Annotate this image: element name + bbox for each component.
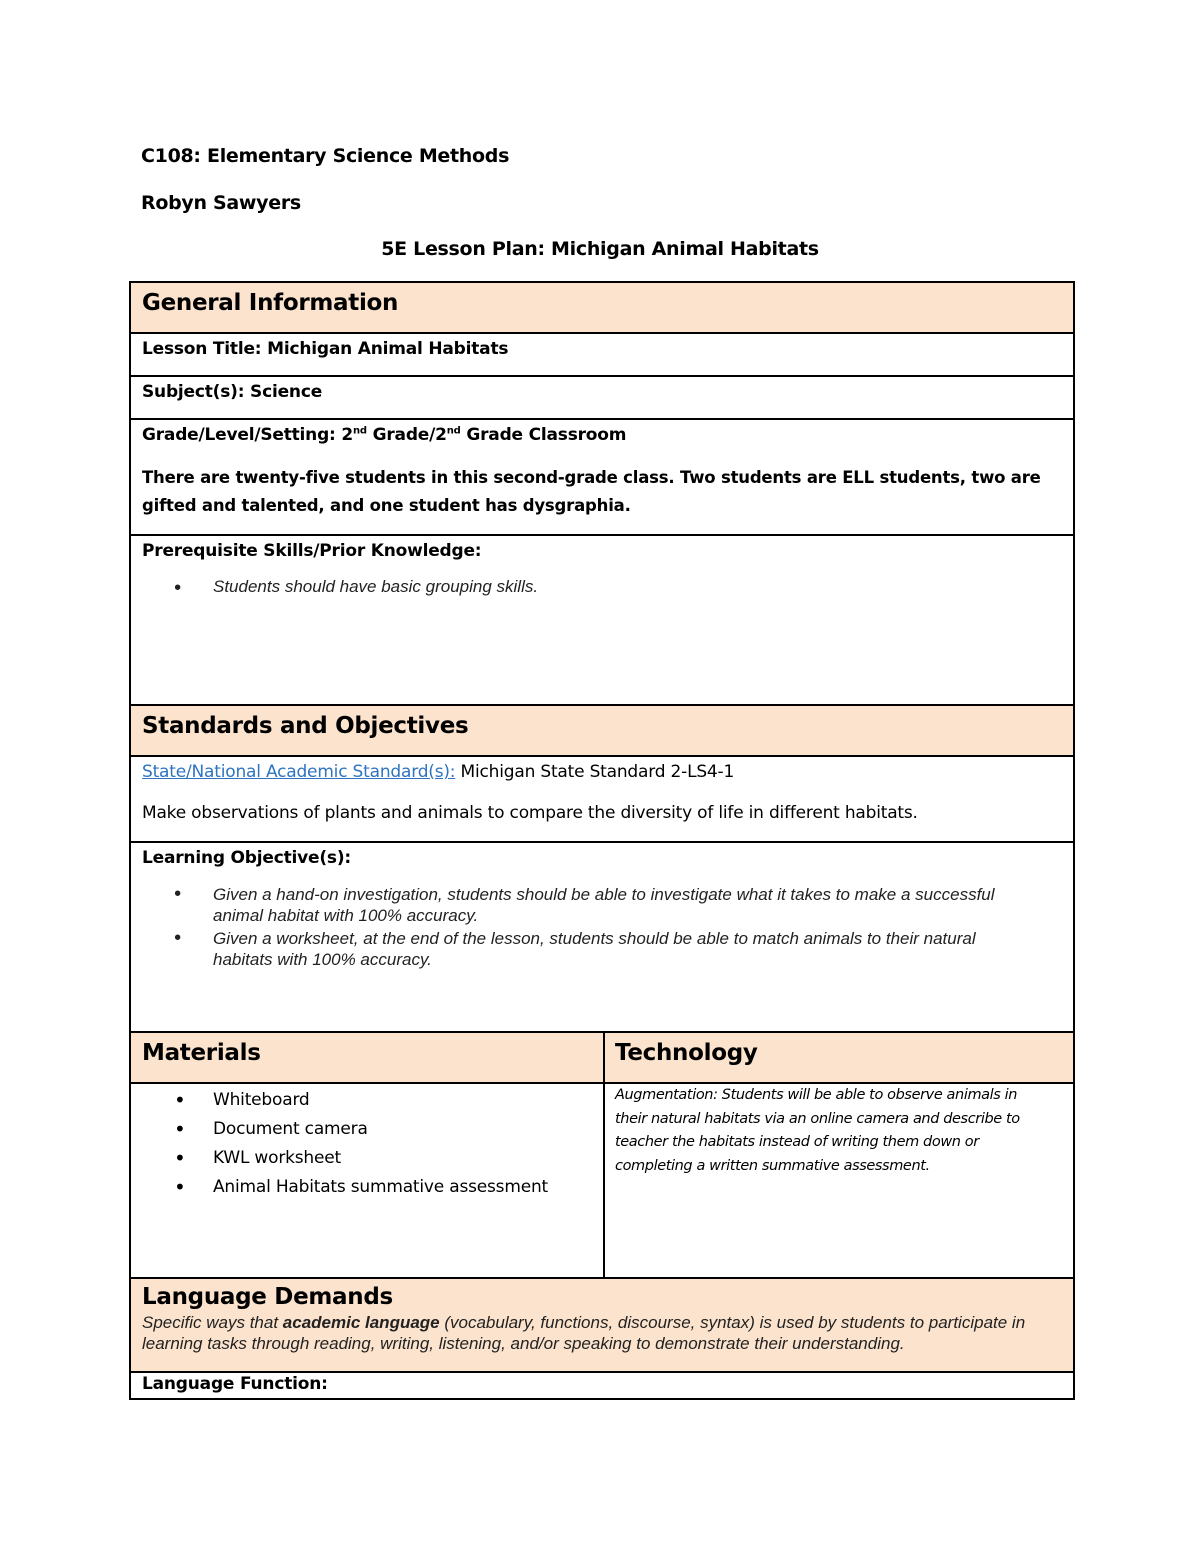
technology-text: Augmentation: Students will be able to observe animals in their natural habitats via an online camera and describe to teacher the habitats instead of writing them down or completing a written summative assessment. [615,1087,1020,1174]
material-item: • Animal Habitats summative assessment [142,1173,597,1202]
course-title: C108: Elementary Science Methods [141,145,510,167]
document-title: 5E Lesson Plan: Michigan Animal Habitats [381,238,819,260]
objective-item: • Given a hand-on investigation, students should be able to investigate what it takes to make a successful animal habitat with 100% accuracy. [142,884,1022,926]
objectives-row [131,843,1073,1033]
prerequisite-row [131,536,1073,706]
material-item: • Whiteboard [142,1086,597,1115]
materials-list [142,1086,597,1202]
objectives-label: Learning Objective(s): [142,848,352,868]
prerequisite-item: • Students should have basic grouping skills. [142,577,1062,597]
section-heading: Standards and Objectives [142,713,469,739]
materials-heading: Materials [142,1040,261,1066]
objective-item: • Given a worksheet, at the end of the lesson, students should be able to match animals to their natural habitats with 100% accuracy. [142,928,1022,970]
standards-link[interactable]: State/National Academic Standard(s): [142,762,456,782]
standard-text: Make observations of plants and animals to compare the diversity of life in different habitats. [142,803,918,823]
column-divider [603,1033,605,1279]
material-item: • Document camera [142,1115,597,1144]
general-information-header [131,283,1073,334]
language-demands-header [131,1279,1073,1373]
lesson-title: Lesson Title: Michigan Animal Habitats [142,339,509,359]
author-name: Robyn Sawyers [141,192,301,214]
language-function-label: Language Function: [142,1374,328,1394]
materials-technology-header [131,1033,1073,1084]
subjects: Subject(s): Science [142,382,323,402]
standards-row [131,757,1073,843]
standards-header [131,706,1073,757]
class-description: There are twenty-five students in this second-grade class. Two students are ELL students, two are gifted and talented, and one student has dysgraphia. [142,468,1041,515]
standard-line: State/National Academic Standard(s): Michigan State Standard 2-LS4-1 [142,762,735,782]
materials-technology-row [131,1084,1073,1279]
prerequisite-label: Prerequisite Skills/Prior Knowledge: [142,541,482,561]
grade-row [131,420,1073,536]
material-item: • KWL worksheet [142,1144,597,1173]
subjects-row [131,377,1073,420]
language-function-row [131,1373,1073,1398]
grade-level-setting: Grade/Level/Setting: 2nd Grade/2nd Grade Classroom [142,425,627,445]
section-heading: Language Demands [142,1284,393,1310]
language-description: Specific ways that academic language (vocabulary, functions, discourse, syntax) is used by students to participate in learning tasks through reading, writing, listening, and/or speaking to demonstrate their understanding. [142,1313,1026,1353]
technology-heading: Technology [615,1040,758,1066]
section-heading: General Information [142,290,399,316]
lesson-title-row [131,334,1073,377]
lesson-plan-table [129,281,1075,1400]
